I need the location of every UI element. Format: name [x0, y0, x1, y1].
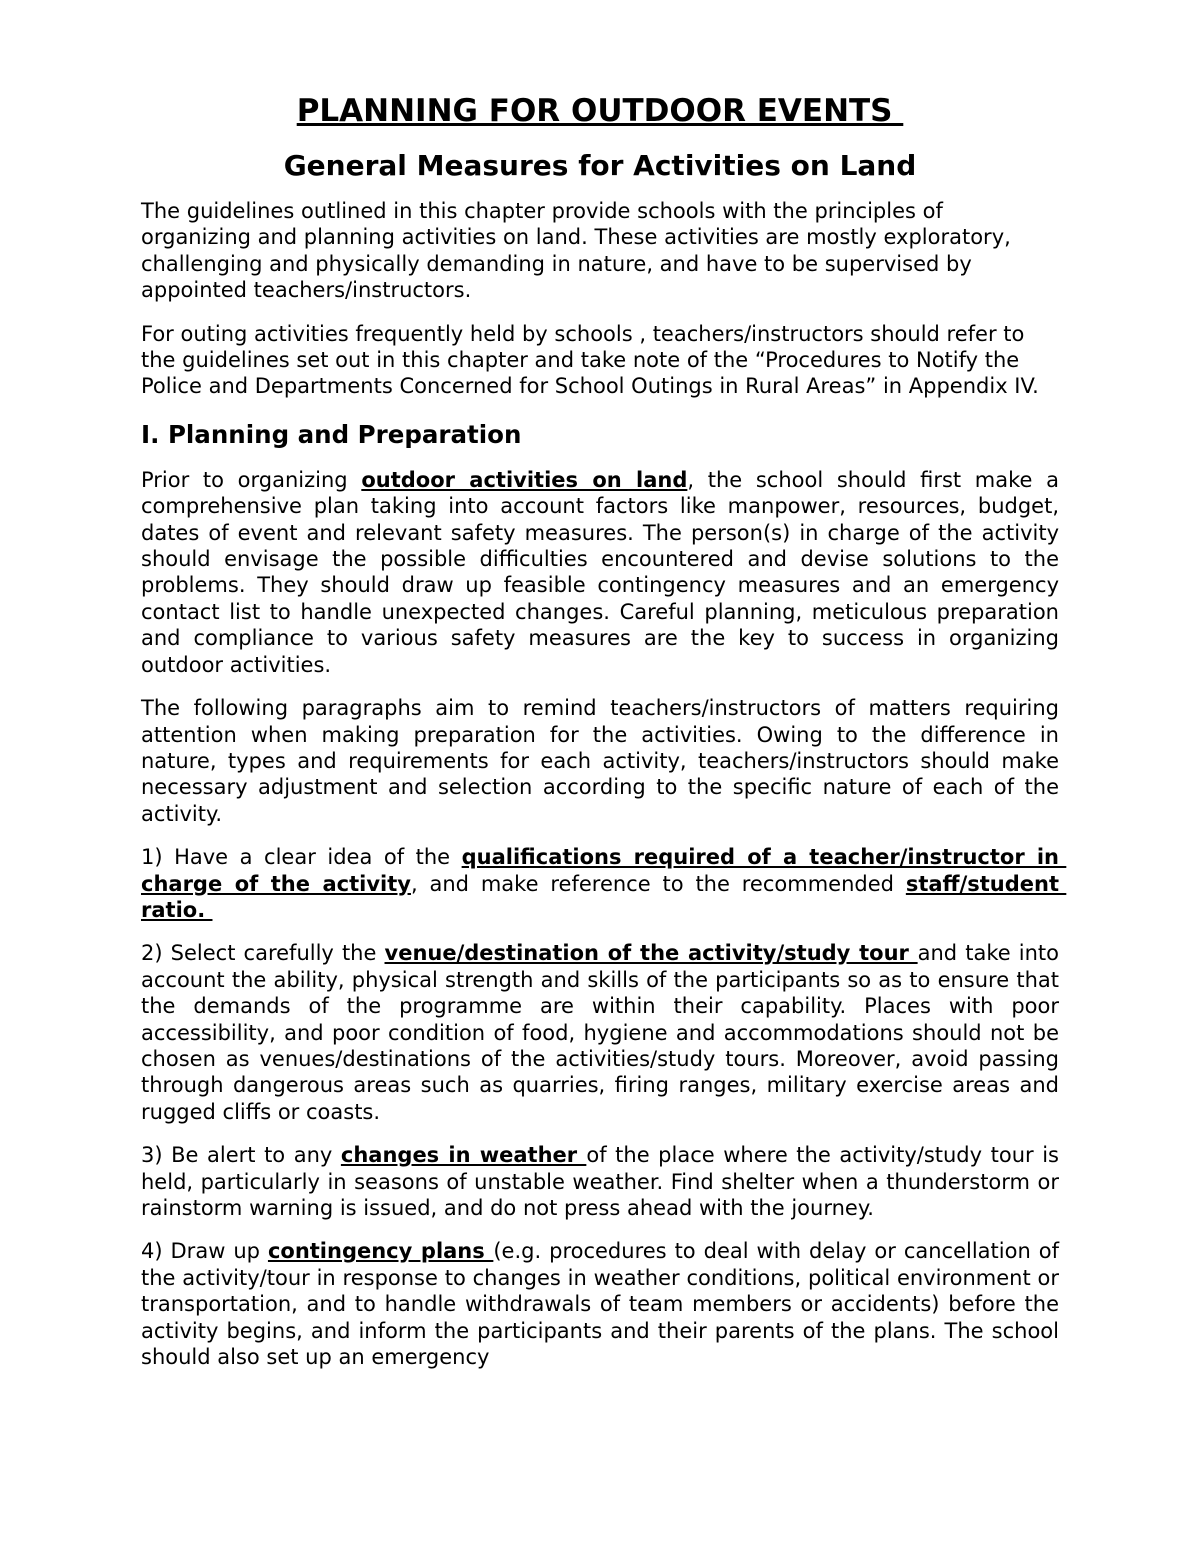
planning-paragraph — [141, 467, 1059, 678]
document-title: PLANNING FOR OUTDOOR EVENTS — [296, 93, 904, 129]
following-paragraph: The following paragraphs aim to remind teachers/instructors of matters requiring attention when making preparation for the activities. Owing to the difference in nature, types and requirements for each activity, teachers/instructors should make necessary adjustment and selection according to the specific nature of each of the activity. — [141, 696, 1059, 826]
planning-highlight: outdoor activities on land — [361, 467, 688, 492]
item-1-text-middle: , and make reference to the recommended — [410, 871, 906, 896]
item-4-highlight-contingency: contingency plans — [267, 1239, 494, 1264]
intro-paragraph-2: For outing activities frequently held by schools , teachers/instructors should refer to the guidelines set out in this chapter and take note of the “Procedures to Notify the Police and Departments Concerned for School Outings in Rural Areas” in Appendix IV. — [141, 321, 1039, 399]
item-2-highlight-venue: venue/destination of the activity/study tour — [384, 941, 918, 966]
item-4-text-after: (e.g. procedures to deal with delay or cancellation of the activity/tour in response to changes in weather conditions, political environment or transportation, and to handle withdrawals of team members or accidents) before the activity begins, and inform the participants and their parents of the plans. The school should also set up an emergency — [141, 1239, 1059, 1370]
section-heading-planning: I. Planning and Preparation — [141, 419, 522, 449]
item-1-text-before: 1) Have a clear idea of the — [141, 845, 462, 870]
item-2-text-after: and take into account the ability, physical strength and skills of the participants so as to ensure that the demands of the programme are within their capability. Places with poor accessibility, and poor condition of food, hygiene and accommodations should not be chosen as venues/destinations of the activities/study tours. Moreover, avoid passing through dangerous areas such as quarries, firing ranges, military exercise areas and rugged cliffs or coasts. — [141, 941, 1059, 1124]
item-1-highlight-ratio: staff/student ratio. — [141, 871, 1067, 922]
list-item-2 — [141, 940, 1059, 1125]
item-3-text-before: 3) Be alert to any — [141, 1143, 341, 1168]
item-2-text-before: 2) Select carefully the — [141, 941, 385, 966]
list-item-4 — [141, 1238, 1059, 1370]
item-1-highlight-qualifications: qualifications required of a teacher/instructor in charge of the activity — [141, 845, 1067, 896]
list-item-3 — [141, 1142, 1059, 1221]
planning-text-before: Prior to organizing — [141, 467, 362, 492]
document-subtitle: General Measures for Activities on Land — [283, 149, 917, 182]
item-4-text-before: 4) Draw up — [141, 1239, 268, 1264]
list-item-1 — [141, 844, 1067, 923]
item-3-highlight-weather: changes in weather — [340, 1143, 587, 1168]
planning-text-after: , the school should first make a comprehensive plan taking into account factors like manpower, resources, budget, dates of event and relevant safety measures. The person(s) in charge of the activity should envisage the possible difficulties encountered and devise solutions to the problems. They should draw up feasible contingency measures and an emergency contact list to handle unexpected changes. Careful planning, meticulous preparation and compliance to various safety measures are the key to success in organizing outdoor activities. — [141, 467, 1060, 677]
item-3-text-after: of the place where the activity/study tour is held, particularly in seasons of unstable weather. Find shelter when a thunderstorm or rainstorm warning is issued, and do not press ahead with the journey. — [141, 1143, 1059, 1220]
intro-paragraph-1: The guidelines outlined in this chapter provide schools with the principles of organizing and planning activities on land. These activities are mostly exploratory, challenging and physically demanding in nature, and have to be supervised by appointed teachers/instructors. — [141, 199, 1011, 303]
document-page — [141, 88, 1067, 1387]
